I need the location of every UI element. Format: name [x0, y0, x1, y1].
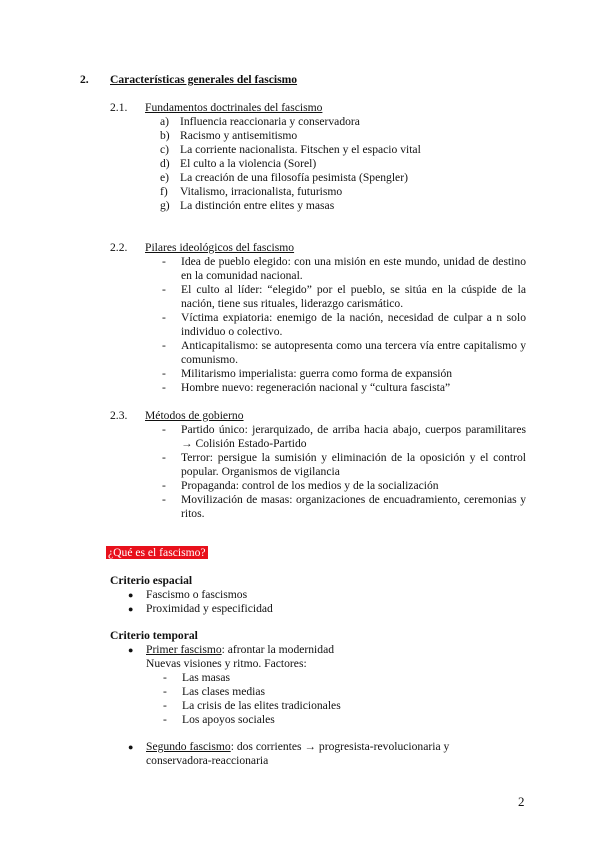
list-item-text: Idea de pueblo elegido: con una misión en este mundo, unidad de destino en la comunidad nacional.	[181, 255, 526, 282]
list-item-text: La corriente nacionalista. Fitschen y el espacio vital	[180, 143, 421, 156]
dash-marker: -	[163, 671, 167, 684]
list-marker: e)	[160, 171, 170, 184]
list-item-text: La creación de una filosofía pesimista (Spengler)	[180, 171, 408, 184]
list-item-text: El culto a la violencia (Sorel)	[180, 157, 317, 170]
list-item	[160, 157, 520, 171]
subsection-number: 2.2.	[110, 241, 128, 254]
list-item	[162, 311, 526, 339]
highlight-heading	[106, 546, 208, 560]
list-item-text: Hombre nuevo: regeneración nacional y “cultura fascista”	[181, 381, 451, 394]
list-item	[163, 685, 528, 699]
list-item	[160, 199, 520, 213]
dash-marker: -	[162, 479, 166, 492]
list-item-text: Militarismo imperialista: guerra como forma de expansión	[181, 367, 453, 380]
espacial-list	[128, 588, 508, 616]
page-number: 2	[518, 794, 525, 809]
section-title: Características generales del fascismo	[110, 73, 298, 86]
list-item-text: Las clases medias	[182, 685, 266, 698]
list-item-primer	[128, 643, 528, 727]
list-item-text: Terror: persigue la sumisión y eliminación de la oposición y el control popular. Organismos de vigilancia	[181, 451, 526, 478]
primer-rest: : afrontar la modernidad	[221, 643, 335, 656]
list-item	[162, 381, 526, 395]
highlight-heading-text: ¿Qué es el fascismo?	[108, 546, 206, 559]
list-item	[160, 185, 520, 199]
list-item	[160, 115, 520, 129]
subsection-number: 2.3.	[110, 409, 128, 422]
list-item-text: Vitalismo, irracionalista, futurismo	[180, 185, 343, 198]
list-item	[160, 171, 520, 185]
list-item-text: Propaganda: control de los medios y de la socialización	[181, 479, 439, 492]
section-number: 2.	[80, 73, 89, 86]
list-item-text: Racismo y antisemitismo	[180, 129, 298, 142]
list-item	[162, 493, 526, 521]
list-item	[162, 423, 526, 451]
factors-list	[146, 671, 528, 727]
list-item-text: Anticapitalismo: se autopresenta como una tercera vía entre capitalismo y comunismo.	[181, 339, 526, 366]
temporal-list	[128, 643, 528, 727]
list-item-text: Partido único: jerarquizado, de arriba hacia abajo, cuerpos paramilitares → Colisión Estado-Partido	[181, 423, 526, 450]
list-item	[162, 367, 526, 381]
dash-marker: -	[162, 339, 166, 352]
list-marker: c)	[160, 143, 170, 156]
list-item	[162, 479, 526, 493]
list-item	[162, 339, 526, 367]
list-item-text: Proximidad y especificidad	[146, 602, 273, 615]
methods-list	[162, 423, 526, 521]
doctrine-list	[160, 115, 520, 213]
subsection-number: 2.1.	[110, 101, 128, 114]
list-marker: g)	[160, 199, 170, 212]
list-marker: d)	[160, 157, 170, 170]
subsection-title: Pilares ideológicos del fascismo	[145, 241, 295, 254]
list-marker: b)	[160, 129, 170, 142]
segundo-rest: : dos corrientes → progresista-revolucionaria y conservadora-reaccionaria	[146, 740, 450, 767]
list-marker: f)	[160, 185, 168, 198]
bullet-icon: ●	[128, 742, 134, 752]
list-item	[163, 713, 528, 727]
primer-line2: Nuevas visiones y ritmo. Factores:	[146, 657, 307, 670]
list-item	[160, 143, 520, 157]
list-item-text: Fascismo o fascismos	[146, 588, 248, 601]
criterio-espacial-title: Criterio espacial	[110, 574, 193, 587]
pillars-list	[162, 255, 526, 395]
list-item	[160, 129, 520, 143]
list-item	[163, 671, 528, 685]
dash-marker: -	[162, 451, 166, 464]
list-item-text: Influencia reaccionaria y conservadora	[180, 115, 360, 128]
dash-marker: -	[163, 685, 167, 698]
list-item	[162, 451, 526, 479]
segundo-term: Segundo fascismo	[146, 740, 231, 753]
dash-marker: -	[162, 423, 166, 436]
list-item-text: Las masas	[182, 671, 230, 684]
list-item-text: Movilización de masas: organizaciones de encuadramiento, ceremonias y ritos.	[181, 493, 526, 520]
list-item-text: El culto al líder: “elegido” por el pueblo, se sitúa en la cúspide de la nación, tiene sus rituales, liderazgo carismático.	[181, 283, 526, 310]
bullet-icon: ●	[128, 604, 134, 614]
dash-marker: -	[163, 699, 167, 712]
subsection-title: Métodos de gobierno	[145, 409, 244, 422]
dash-marker: -	[162, 381, 166, 394]
criterio-temporal-title: Criterio temporal	[110, 629, 198, 642]
subsection-title: Fundamentos doctrinales del fascismo	[145, 101, 323, 114]
dash-marker: -	[163, 713, 167, 726]
list-item	[162, 255, 526, 283]
dash-marker: -	[162, 493, 166, 506]
list-item	[163, 699, 528, 713]
dash-marker: -	[162, 283, 166, 296]
bullet-icon: ●	[128, 590, 134, 600]
dash-marker: -	[162, 367, 166, 380]
list-item	[128, 588, 508, 602]
list-item	[162, 283, 526, 311]
dash-marker: -	[162, 311, 166, 324]
bullet-icon: ●	[128, 645, 134, 655]
list-item-text: La crisis de las elites tradicionales	[182, 699, 341, 712]
dash-marker: -	[162, 255, 166, 268]
list-marker: a)	[160, 115, 170, 128]
list-item-text: La distinción entre elites y masas	[180, 199, 335, 212]
list-item-segundo	[128, 740, 506, 768]
list-item-text: Víctima expiatoria: enemigo de la nación, necesidad de culpar a n solo individuo o colectivo.	[181, 311, 526, 338]
list-item	[128, 602, 508, 616]
list-item-text: Los apoyos sociales	[182, 713, 275, 726]
primer-line	[146, 643, 528, 657]
primer-term: Primer fascismo	[146, 643, 222, 656]
